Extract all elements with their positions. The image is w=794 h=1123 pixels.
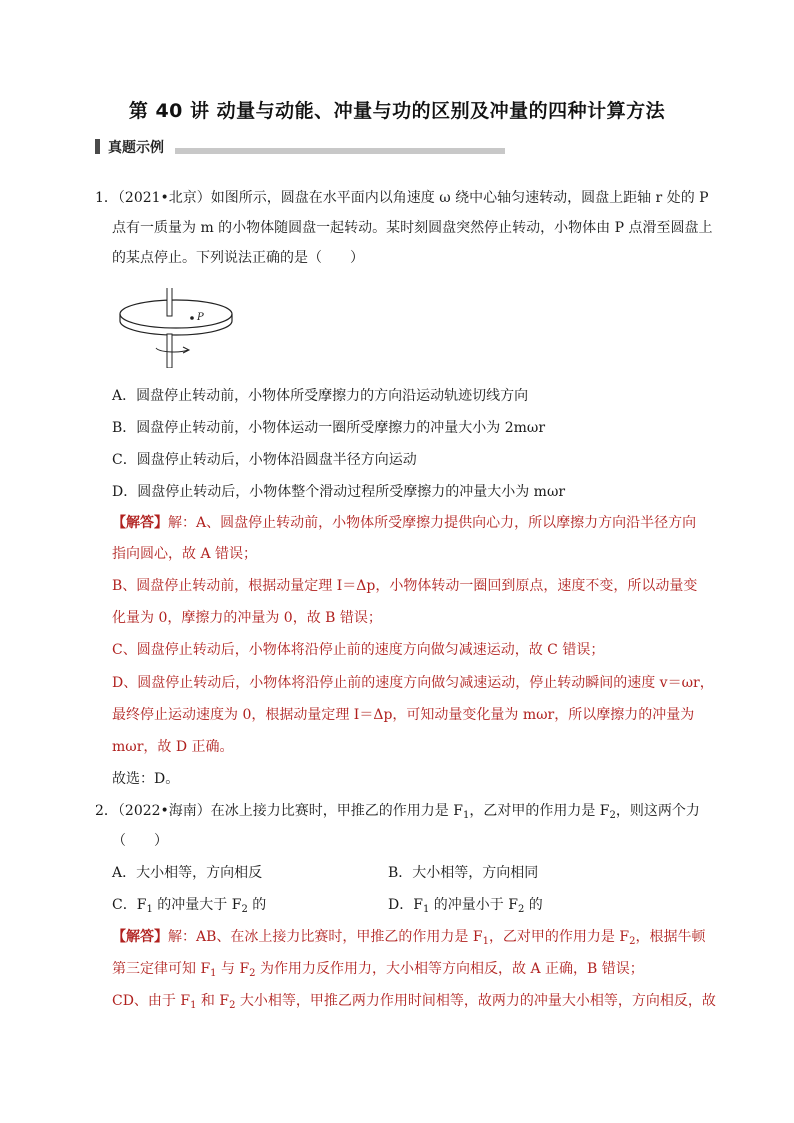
q1-answer-line: mωr，故 D 正确。 xyxy=(112,739,234,755)
q1-answer-line: 最终停止运动速度为 0，根据动量定理 I＝Δp，可知动量变化量为 mωr，所以摩擦力的冲量为 xyxy=(112,707,695,723)
q1-answer-line xyxy=(112,513,696,533)
q1-stem-line: 点有一质量为 m 的小物体随圆盘一起转动。某时刻圆盘突然停止转动，小物体由 P 点滑至圆盘上 xyxy=(112,220,713,236)
q1-option-a: A．圆盘停止转动前，小物体所受摩擦力的方向沿运动轨迹切线方向 xyxy=(112,388,529,404)
page-title: 第 40 讲 动量与动能、冲量与功的区别及冲量的四种计算方法 xyxy=(128,100,666,122)
q1-answer-line: D、圆盘停止转动后，小物体将沿停止前的速度方向做匀减速运动，停止转动瞬间的速度 v＝ωr， xyxy=(112,675,714,691)
q1-answer-line: C、圆盘停止转动后，小物体将沿停止前的速度方向做匀减速运动，故 C 错误； xyxy=(112,642,605,658)
q2-option-b: B．大小相等，方向相同 xyxy=(388,865,539,881)
q2-answer-line: 第三定律可知 $F_1$ 与 $F_2$ 为作用力反作用力，大小相等方向相反，故 A 正确，B 错误； xyxy=(112,961,644,979)
section-rule xyxy=(175,148,505,154)
section-marker xyxy=(95,139,100,154)
point-p-label: P xyxy=(197,312,204,323)
section-label: 真题示例 xyxy=(108,140,164,156)
axle-bottom xyxy=(167,334,172,368)
q2-option-d: D．$F_1$ 的冲量小于 $F_2$ 的 xyxy=(388,897,543,915)
answer-tag: 【解答】 xyxy=(112,515,168,531)
q1-stem-line: 1．（2021•北京）如图所示，圆盘在水平面内以角速度 ω 绕中心轴匀速转动，圆盘上距轴 r 处的 P xyxy=(95,190,709,206)
q1-answer-line: 化量为 0，摩擦力的冲量为 0，故 B 错误； xyxy=(112,610,382,626)
axle-top xyxy=(167,288,172,316)
q1-answer-line: B、圆盘停止转动前，根据动量定理 I＝Δp，小物体转动一圈回到原点，速度不变，所以动量变 xyxy=(112,578,698,594)
q2-stem-line: 2．（2022•海南）在冰上接力比赛时，甲推乙的作用力是 $F_1$，乙对甲的作用力是 $F_2$，则这两个力 xyxy=(95,803,700,821)
q1-choice: 故选：D。 xyxy=(112,771,180,787)
q2-stem-line: （ ） xyxy=(112,833,168,849)
q1-option-c: C．圆盘停止转动后，小物体沿圆盘半径方向运动 xyxy=(112,452,417,468)
answer-text: 解：A、圆盘停止转动前，小物体所受摩擦力提供向心力，所以摩擦力方向沿半径方向 xyxy=(168,515,697,531)
q1-stem-line: 的某点停止。下列说法正确的是（ ） xyxy=(112,250,364,266)
q2-option-a: A．大小相等，方向相反 xyxy=(112,865,263,881)
q2-option-c: C．$F_1$ 的冲量大于 $F_2$ 的 xyxy=(112,897,267,915)
q2-answer-line: 【解答】解：AB、在冰上接力比赛时，甲推乙的作用力是 $F_1$，乙对甲的作用力是 $F_2$，根据牛顿 xyxy=(112,929,706,947)
answer-tag: 【解答】 xyxy=(112,929,168,945)
section-header xyxy=(95,136,415,156)
q1-option-b: B．圆盘停止转动前，小物体运动一圈所受摩擦力的冲量大小为 2mωr xyxy=(112,420,546,436)
rotating-disk-figure xyxy=(112,288,238,368)
q2-answer-line: CD、由于 $F_1$ 和 $F_2$ 大小相等，甲推乙两力作用时间相等，故两力的冲量大小相等，方向相反，故 xyxy=(112,993,716,1011)
disk-top xyxy=(120,300,232,328)
q1-answer-line: 指向圆心，故 A 错误； xyxy=(112,546,258,562)
q1-option-d: D．圆盘停止转动后，小物体整个滑动过程所受摩擦力的冲量大小为 mωr xyxy=(112,484,566,500)
point-p xyxy=(190,316,194,320)
